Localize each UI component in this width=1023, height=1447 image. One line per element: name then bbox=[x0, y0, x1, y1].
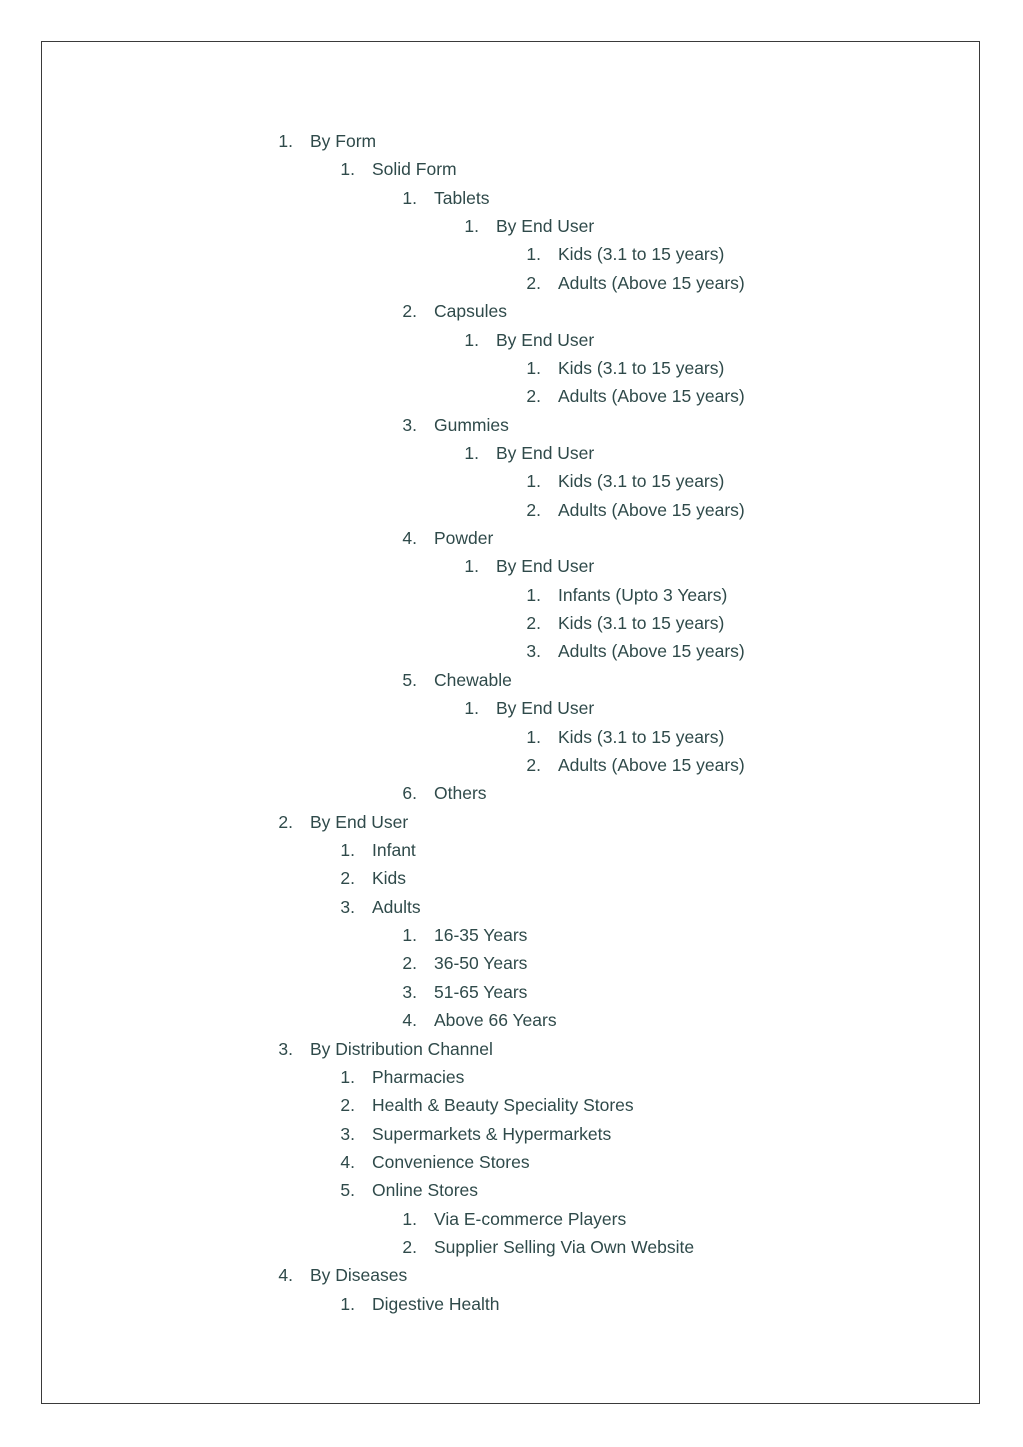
outline-item-label: Adults (Above 15 years) bbox=[558, 754, 745, 775]
outline-item-number: 1. bbox=[340, 1066, 355, 1087]
outline-item-label: Gummies bbox=[434, 414, 509, 435]
outline-item-number: 1. bbox=[340, 1293, 355, 1314]
outline-item-label: 51-65 Years bbox=[434, 981, 528, 1002]
outline-item-number: 4. bbox=[402, 1010, 417, 1031]
outline-item-number: 3. bbox=[340, 896, 355, 917]
outline-item-number: 1. bbox=[464, 329, 479, 350]
outline-item-label: Adults (Above 15 years) bbox=[558, 641, 745, 662]
outline-item-label: Kids (3.1 to 15 years) bbox=[558, 244, 725, 265]
outline-item-label: By Diseases bbox=[310, 1265, 408, 1286]
outline-item-label: Adults bbox=[372, 896, 421, 917]
outline-item-label: Convenience Stores bbox=[372, 1151, 530, 1172]
outline-item-number: 1. bbox=[340, 159, 355, 180]
outline-item-number: 5. bbox=[402, 669, 417, 690]
outline-item-number: 3. bbox=[402, 414, 417, 435]
outline-item-label: By End User bbox=[496, 442, 595, 463]
outline-item-number: 3. bbox=[340, 1123, 355, 1144]
outline-item-label: Kids (3.1 to 15 years) bbox=[558, 357, 725, 378]
outline-item-label: Adults (Above 15 years) bbox=[558, 386, 745, 407]
outline-item-label: 16-35 Years bbox=[434, 925, 528, 946]
outline-item-label: By Distribution Channel bbox=[310, 1038, 493, 1059]
outline-item-number: 6. bbox=[402, 783, 417, 804]
outline-item-label: Powder bbox=[434, 528, 494, 549]
outline-item-label: Chewable bbox=[434, 669, 512, 690]
outline-item-number: 5. bbox=[340, 1180, 355, 1201]
outline-item-label: Kids (3.1 to 15 years) bbox=[558, 471, 725, 492]
outline-item-number: 2. bbox=[340, 1095, 355, 1116]
outline-item-label: By Form bbox=[310, 131, 377, 151]
outline-item-number: 2. bbox=[402, 1237, 417, 1258]
outline-item-label: Adults (Above 15 years) bbox=[558, 499, 745, 520]
outline-item-label: Digestive Health bbox=[372, 1293, 500, 1314]
outline-item-label: Supplier Selling Via Own Website bbox=[434, 1237, 695, 1258]
outline-item-number: 1. bbox=[526, 244, 541, 265]
outline-item-label: Kids (3.1 to 15 years) bbox=[558, 726, 725, 747]
outline-item-number: 1. bbox=[402, 187, 417, 208]
outline-item-label: Online Stores bbox=[372, 1180, 479, 1201]
outline-item-number: 1. bbox=[526, 357, 541, 378]
outline-item-number: 2. bbox=[526, 499, 541, 520]
outline-item-number: 1. bbox=[278, 131, 293, 151]
outline-item-label: By End User bbox=[310, 811, 409, 832]
outline-item-label: Above 66 Years bbox=[434, 1010, 557, 1031]
outline-item-number: 1. bbox=[526, 584, 541, 605]
outline-item-number: 3. bbox=[402, 981, 417, 1002]
outline-item-label: By End User bbox=[496, 698, 595, 719]
outline-item-number: 1. bbox=[464, 698, 479, 719]
outline-item-number: 2. bbox=[278, 811, 293, 832]
outline-item-label: By End User bbox=[496, 556, 595, 577]
outline-item-label: Pharmacies bbox=[372, 1066, 465, 1087]
outline-item-number: 4. bbox=[278, 1265, 293, 1286]
outline-item-number: 2. bbox=[526, 272, 541, 293]
outline-item-label: Solid Form bbox=[372, 159, 457, 180]
outline-item-label: Kids (3.1 to 15 years) bbox=[558, 613, 725, 634]
outline-item-label: Others bbox=[434, 783, 487, 804]
outline-item-label: Kids bbox=[372, 868, 407, 889]
outline-item-number: 1. bbox=[526, 726, 541, 747]
outline-item-label: By End User bbox=[496, 216, 595, 237]
outline-item-number: 4. bbox=[402, 528, 417, 549]
outline-item-label: Via E-commerce Players bbox=[434, 1208, 627, 1229]
outline-item-number: 2. bbox=[402, 953, 417, 974]
outline-item-number: 1. bbox=[340, 839, 355, 860]
outline-item-label: Supermarkets & Hypermarkets bbox=[372, 1123, 612, 1144]
outline-item-label: Capsules bbox=[434, 301, 507, 322]
outline-item-number: 1. bbox=[464, 442, 479, 463]
outline-item-label: 36-50 Years bbox=[434, 953, 528, 974]
outline-item-number: 3. bbox=[526, 641, 541, 662]
outline-item-label: Adults (Above 15 years) bbox=[558, 272, 745, 293]
outline-item-number: 1. bbox=[464, 216, 479, 237]
outline-item-label: By End User bbox=[496, 329, 595, 350]
outline-item-number: 2. bbox=[402, 301, 417, 322]
outline-item-number: 2. bbox=[340, 868, 355, 889]
outline-item-label: Infants (Upto 3 Years) bbox=[558, 584, 728, 605]
outline-item-number: 2. bbox=[526, 386, 541, 407]
outline-item-label: Health & Beauty Speciality Stores bbox=[372, 1095, 634, 1116]
outline-item-number: 1. bbox=[402, 1208, 417, 1229]
outline-item-number: 2. bbox=[526, 613, 541, 634]
outline-item-label: Infant bbox=[372, 839, 416, 860]
outline-item-number: 4. bbox=[340, 1151, 355, 1172]
outline-item-number: 1. bbox=[526, 471, 541, 492]
outline-item-number: 2. bbox=[526, 754, 541, 775]
outline-item-number: 1. bbox=[464, 556, 479, 577]
outline-item-number: 3. bbox=[278, 1038, 293, 1059]
outline-item-number: 1. bbox=[402, 925, 417, 946]
outline-item-label: Tablets bbox=[434, 187, 490, 208]
